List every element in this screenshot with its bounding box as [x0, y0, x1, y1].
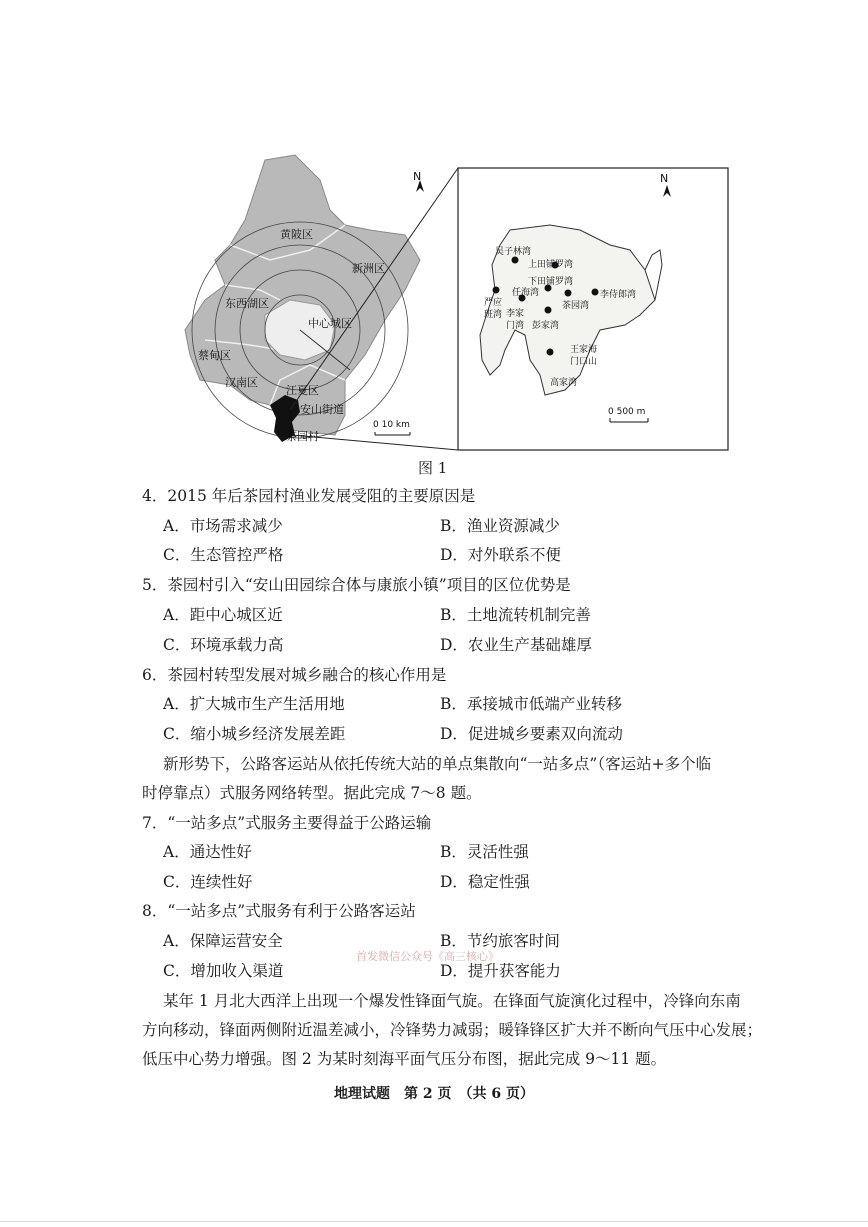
page-bottom-divider — [0, 1221, 868, 1222]
village-label: 任海湾 — [512, 288, 540, 298]
village-label: 李家 — [506, 309, 525, 319]
village-label: 门口山 — [570, 357, 598, 367]
question-5-stem: 5．茶园村引入“安山田园综合体与康旅小镇”项目的区位优势是 — [142, 576, 571, 594]
q6-option-c: C．缩小城乡经济发展差距 — [163, 725, 346, 743]
north-label-right: N — [660, 172, 669, 185]
district-label: 安山街道 — [300, 403, 344, 416]
figure-caption: 图 1 — [418, 459, 448, 477]
village-label: 严应 — [484, 298, 503, 308]
q5-option-c: C．环境承载力高 — [163, 636, 284, 654]
q8-option-b: B．节约旅客时间 — [440, 932, 560, 950]
q6-option-b: B．承接城市低端产业转移 — [440, 695, 622, 713]
district-label: 汉南区 — [225, 376, 258, 389]
q5-option-a: A．距中心城区近 — [163, 606, 283, 624]
district-label: 茶园村 — [286, 430, 319, 443]
passage-1-line-2: 时停靠点）式服务网络转型。据此完成 7～8 题。 — [142, 784, 482, 802]
scale-label-right: 0 500 m — [608, 407, 646, 417]
figure-1 — [170, 150, 730, 455]
village-label: 李侍郎湾 — [600, 290, 637, 300]
question-7-stem: 7．“一站多点”式服务主要得益于公路运输 — [142, 814, 432, 832]
district-label: 中心城区 — [308, 317, 352, 330]
passage-2-line-1: 某年 1 月北大西洋上出现一个爆发性锋面气旋。在锋面气旋演化过程中，冷锋向东南 — [163, 992, 741, 1010]
passage-2-line-2: 方向移动，锋面两侧附近温差减小，冷锋势力减弱；暖锋锋区扩大并不断向气压中心发展； — [142, 1021, 763, 1039]
north-label-left: N — [413, 170, 422, 183]
passage-1-line-1: 新形势下，公路客运站从依托传统大站的单点集散向“一站多点”（客运站+多个临 — [163, 755, 712, 773]
watermark: 首发微信公众号《高三核心》 — [356, 950, 499, 963]
village-label: 班湾 — [484, 310, 503, 320]
q8-option-a: A．保障运营安全 — [163, 932, 283, 950]
question-4-stem: 4．2015 年后茶园村渔业发展受阻的主要原因是 — [142, 487, 476, 505]
village-label: 高家湾 — [550, 378, 578, 388]
q5-option-b: B．土地流转机制完善 — [440, 606, 591, 624]
district-label: 黄陂区 — [280, 228, 313, 241]
q7-option-a: A．通达性好 — [163, 843, 252, 861]
district-label: 东西湖区 — [225, 297, 269, 310]
question-8-stem: 8．“一站多点”式服务有利于公路客运站 — [142, 902, 416, 920]
village-label: 王家海 — [570, 345, 598, 355]
page-footer: 地理试题 第 2 页 （共 6 页） — [334, 1086, 534, 1102]
q7-option-c: C．连续性好 — [163, 873, 253, 891]
district-label: 新洲区 — [352, 262, 385, 275]
village-label: 彭家湾 — [532, 321, 560, 331]
q4-option-b: B．渔业资源减少 — [440, 517, 560, 535]
village-label: 下田铺罗湾 — [528, 277, 574, 287]
district-label: 江夏区 — [286, 384, 319, 397]
village-label: 吴子林湾 — [495, 247, 532, 257]
q4-option-d: D．对外联系不便 — [440, 546, 561, 564]
q7-option-b: B．灵活性强 — [440, 843, 529, 861]
q7-option-d: D．稳定性强 — [440, 873, 530, 891]
passage-2-line-3: 低压中心势力增强。图 2 为某时刻海平面气压分布图，据此完成 9～11 题。 — [142, 1050, 667, 1068]
village-label: 门湾 — [506, 321, 525, 331]
q5-option-d: D．农业生产基础雄厚 — [440, 636, 592, 654]
q4-option-a: A．市场需求减少 — [163, 517, 283, 535]
q8-option-d: D．提升获客能力 — [440, 962, 561, 980]
scale-label-left: 0 10 km — [373, 420, 410, 430]
q6-option-d: D．促进城乡要素双向流动 — [440, 725, 623, 743]
q8-option-c: C．增加收入渠道 — [163, 962, 284, 980]
q4-option-c: C．生态管控严格 — [163, 546, 284, 564]
district-label: 蔡甸区 — [198, 349, 231, 362]
village-label: 上田铺罗湾 — [528, 260, 574, 270]
village-label: 茶园湾 — [562, 301, 590, 311]
q6-option-a: A．扩大城市生产生活用地 — [163, 695, 345, 713]
question-6-stem: 6．茶园村转型发展对城乡融合的核心作用是 — [142, 666, 447, 684]
